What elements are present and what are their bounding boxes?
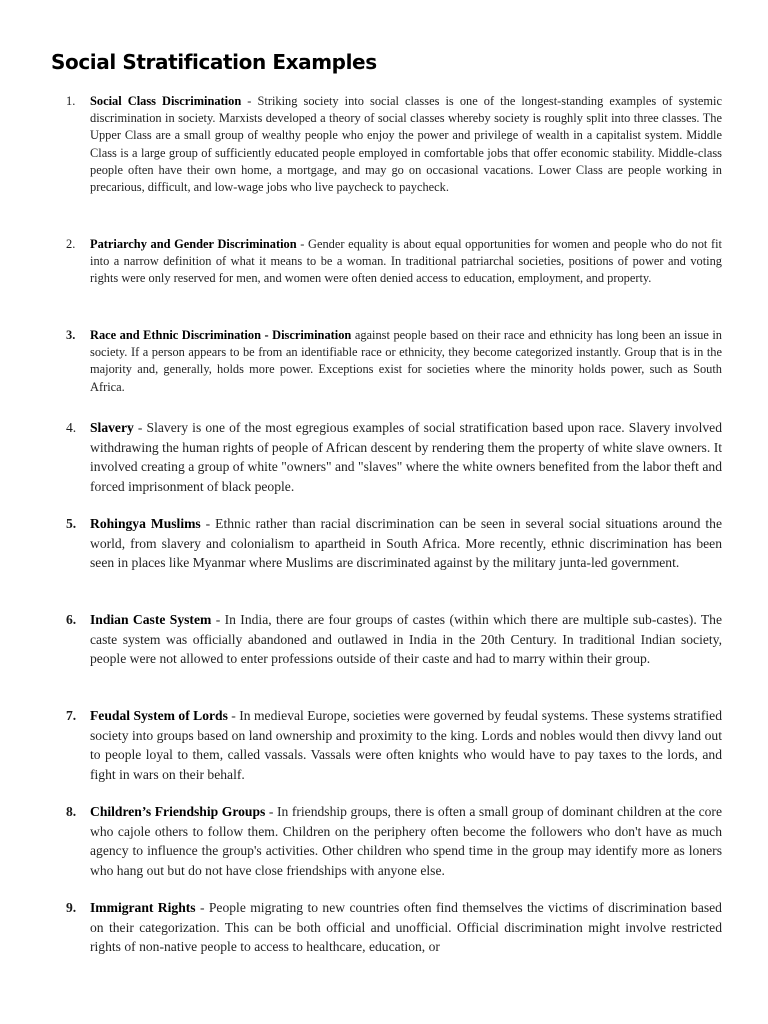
item-number: 5. [66, 516, 77, 531]
list-item [66, 898, 722, 957]
item-description: - In India, there are four groups of castes (within which there are multiple sub-castes). The caste system was officially abandoned and outlawed in India in the 20th Century. In traditional Indian society, people were not allowed to enter professions outside of their caste and had to marry within their group. [90, 612, 722, 667]
list-item [66, 93, 722, 196]
item-body [90, 610, 722, 669]
item-description: - Slavery is one of the most egregious examples of social stratification based upon race. Slavery involved withdrawing the human rights of people of African descent by rendering them the property of white slave owners. It involved creating a group of white "owners" and "slaves" where the white owners benefited from the labor theft and forced imprisonment of black people. [90, 420, 722, 494]
item-number: 3. [66, 328, 76, 342]
item-number: 6. [66, 612, 77, 627]
item-term: Patriarchy and Gender Discrimination [90, 237, 297, 251]
list-item [66, 236, 722, 288]
item-body [90, 706, 722, 784]
item-term: Race and Ethnic Discrimination - Discrimination [90, 328, 352, 342]
item-description: - Gender equality is about equal opportunities for women and people who do not fit into a narrow definition of what it means to be a woman. In traditional patriarchal societies, positions of power and voting rights were only reserved for men, and women were often denied access to education, employment, and property. [90, 237, 723, 286]
item-body [90, 93, 722, 196]
item-number: 4. [66, 420, 77, 435]
item-body [90, 418, 722, 496]
list-item [66, 802, 722, 880]
item-term: Slavery [90, 420, 134, 435]
item-description: - Ethnic rather than racial discrimination can be seen in several social situations around the world, from slavery and colonialism to apartheid in South Africa. More recently, ethnic discrimination has been seen in places like Myanmar where Muslims are discriminated against by the military junta-led government. [90, 516, 722, 571]
item-body [90, 514, 722, 573]
page-title: Social Stratification Examples [51, 50, 377, 74]
item-description: - People migrating to new countries often find themselves the victims of discrimination based on their categorization. This can be both official and unofficial. Official discrimination might involve restricted rights of non-native people to access to healthcare, education, or [90, 900, 722, 955]
item-term: Children’s Friendship Groups [90, 804, 266, 819]
item-term: Indian Caste System [90, 612, 212, 627]
item-number: 2. [66, 237, 76, 251]
list-item [66, 610, 722, 669]
item-body [90, 236, 722, 288]
item-body [90, 327, 722, 396]
item-description: - In friendship groups, there is often a small group of dominant children at the core who cajole others to follow them. Children on the periphery often become the followers who don't have as much agency to influence the group's activities. Other children who spend time in the group may identify more as loners who hang out but do not have close friendships with anyone else. [90, 804, 722, 878]
list-item [66, 418, 722, 496]
list-item [66, 327, 722, 396]
item-number: 7. [66, 708, 77, 723]
item-term: Rohingya Muslims [90, 516, 201, 531]
list-item [66, 706, 722, 784]
item-number: 9. [66, 900, 77, 915]
item-term: Feudal System of Lords [90, 708, 228, 723]
item-description: against people based on their race and ethnicity has long been an issue in society. If a person appears to be from an identifiable race or ethnicity, they become categorized instantly. Group that is in the majority and, generally, holds more power. Exceptions exist for societies where the minority holds power, such as South Africa. [90, 328, 722, 394]
item-number: 1. [66, 94, 76, 108]
item-term: Social Class Discrimination [90, 94, 242, 108]
item-description: - Striking society into social classes is one of the longest-standing examples of systemic discrimination in society. Marxists developed a theory of social classes whereby society is roughly split into three classes. The Upper Class are a small group of wealthy people who enjoy the power and privilege of wealth in a capitalist system. Middle Class is a large group of sufficiently educated people employed in comfortable jobs that offer economic stability. Middle-class people often have their own home, a mortgage, and may go on occasional vacations. Lower Class are people working in precarious, difficult, and low-wage jobs who live paycheck to paycheck. [90, 94, 722, 195]
item-body [90, 898, 722, 957]
item-term: Immigrant Rights [90, 900, 196, 915]
item-number: 8. [66, 804, 77, 819]
list-item [66, 514, 722, 573]
item-body [90, 802, 722, 880]
item-description: - In medieval Europe, societies were governed by feudal systems. These systems stratified society into groups based on land ownership and proximity to the king. Lords and nobles would then divvy land out to people loyal to them, called vassals. Vassals were often knights who would have to pay taxes to the lords, and fight in wars on their behalf. [90, 708, 722, 782]
